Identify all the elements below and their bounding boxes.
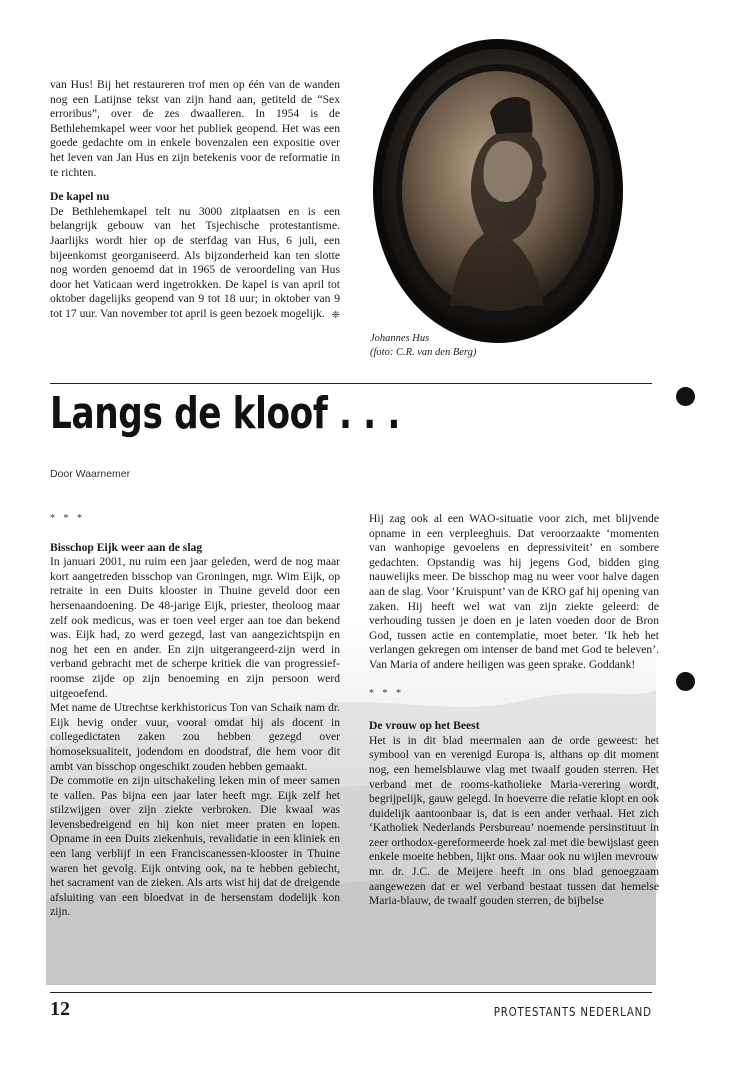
article-column-left (50, 512, 340, 920)
article-paragraph: Met name de Utrechtse kerkhistoricus Ton van Schaik nam dr. Eijk hevig onder vuur, vooral omdat hij als docent in collegedictaten zaken zou hebben gezegd over homoseksualiteit, jodendom en doodstraf, die hem voor dit ambt van bisschop ongeschikt zouden hebben gemaakt. (50, 701, 340, 773)
previous-article-text (50, 78, 340, 324)
article-paragraph: In januari 2001, nu ruim een jaar geleden, werd de nog maar kort aangetreden bisschop van Groningen, mgr. Wim Eijk, op retraite in een Duits klooster in Thuine geveld door een hersenaandoening. De 48-jarige Eijk, priester, theoloog maar zelf ook medicus, was er toen veel erger aan toe dan bekend was. Eijk had, zo werd gezegd, last van aangezichtspijn en nog het een en ander. En zijn uitgerangeerd-zijn werd in verband gebracht met de scherpe kritiek die van progressief-roomse zijde op zijn benoeming en zijn persoon werd uitgeoefend. (50, 555, 340, 700)
johannes-hus-medallion-photo (372, 38, 624, 344)
section-separator: * * * (369, 687, 404, 699)
section-heading-bisschop-eijk: Bisschop Eijk weer aan de slag (50, 540, 203, 554)
binder-hole-marker (676, 672, 695, 691)
paragraph-text: De Bethlehemkapel telt nu 3000 zitplaatsen en is een belangrijk gebouw van het Tsjechische protestantisme. Jaarlijks wordt hier op de sterfdag van Hus, 6 juli, een bijeenkomst georganiseerd. Als bijzonderheid kan ten slotte nog worden genoemd dat in 1965 de veroordeling van Hus door het Vaticaan werd ingetrokken. De kapel is van april tot oktober dagelijks geopend van 9 tot 18 uur; in oktober van 9 tot 17 uur. Van november tot april is geen bezoek mogelijk. (50, 204, 340, 320)
footer-divider (50, 992, 652, 993)
article-paragraph: Hij zag ook al een WAO-situatie voor zich, met blijvende opname in een verpleeghuis. Dat veroorzaakte ‘momenten van wanhopige gevoelens en depressiviteit’ en sombere gedachten. Opstandig was hij jegens God, bidden ging nauwelijks meer. De bisschop mag nu weer voor halve dagen aan de slag. Voor ‘Kruispunt’ van de KRO gaf hij opening van zaken. Hij heeft wel wat van zijn ziekte geleerd: de verhouding tussen je doen en je laten voeden door de Bron God, tussen actie en contemplatie, moet beter. ‘Ik heb het verlangen gekregen om intenser de band met God te beleven’. Van Maria of andere heiligen was geen sprake. Goddank! (369, 512, 659, 671)
article-byline: Door Waarnemer (50, 468, 131, 480)
caption-title: Johannes Hus (370, 333, 430, 344)
section-divider (50, 383, 652, 384)
article-column-right (369, 512, 659, 909)
publication-name: PROTESTANTS NEDERLAND (493, 1004, 652, 1019)
article-paragraph: Het is in dit blad meermalen aan de orde geweest: het symbool van en verenigd Europa is, althans op dit moment nog, een hemelsblauwe vlag met twaalf gouden sterren. Het verband met de rooms-katholieke Maria-verering wordt, begrijpelijk, gauw gelegd. In hoeverre die relatie klopt en ook duidelijk aantoonbaar is, dat is een ander verhaal. Het zich ‘Katholiek Nederlands Persbureau’ noemende persinstituut in zeer orthodox-gereformeerde hoek zal met die bewijslast geen enkele moeite hebben, lijkt ons. Maar ook nu wijlen mevrouw mr. dr. J.C. de Meijere heeft in ons blad genoegzaam aangewezen dat er wel verband bestaat tussen dat hemelse Maria-blauw, de twaalf gouden sterren, de bijbelse (369, 733, 659, 908)
section-heading-de-vrouw-op-het-beest: De vrouw op het Beest (369, 719, 480, 733)
section-separator: * * * (50, 513, 85, 524)
article-headline: Langs de kloof . . . (50, 388, 401, 439)
page-number: 12 (50, 998, 70, 1020)
article-end-ornament: ❈ (331, 309, 340, 321)
binder-hole-marker (676, 387, 695, 406)
article-paragraph: De commotie en zijn uitschakeling leken min of meer samen te vallen. Pas bijna een jaar later heeft mgr. Eijk zelf het stilzwijgen over zijn ziekte verbroken. Die kwaal was levensbedreigend en hij kon niet meer praten en lopen. Opname in een Duits ziekenhuis, revalidatie in een kliniek en een lang verblijf in een Franciscanessen-klooster in Thuine waren het gevolg. Eijk ontving ook, na te hebben gebiecht, het sacrament van de zieken. Als arts wist hij dat de dreigende afsluiting van een bloedvat in de hersenstam dodelijk kon zijn. (50, 774, 340, 919)
caption-credit: (foto: C.R. van den Berg) (370, 347, 477, 358)
previous-article-paragraph: van Hus! Bij het restaureren trof men op één van de wanden nog een Latijnse tekst van zijn hand aan, getiteld de “Sex erroribus”, over de zes dwaalleren. In 1954 is de Bethlehemkapel weer voor het publiek geopend. Het was een goede gedachte om in enkele bovenzalen een expositie over het leven van Jan Hus en zijn betekenis voor de reformatie in te richten. (50, 78, 340, 179)
previous-article-paragraph (50, 205, 340, 322)
section-heading-de-kapel-nu: De kapel nu (50, 190, 110, 204)
image-caption (370, 332, 570, 360)
